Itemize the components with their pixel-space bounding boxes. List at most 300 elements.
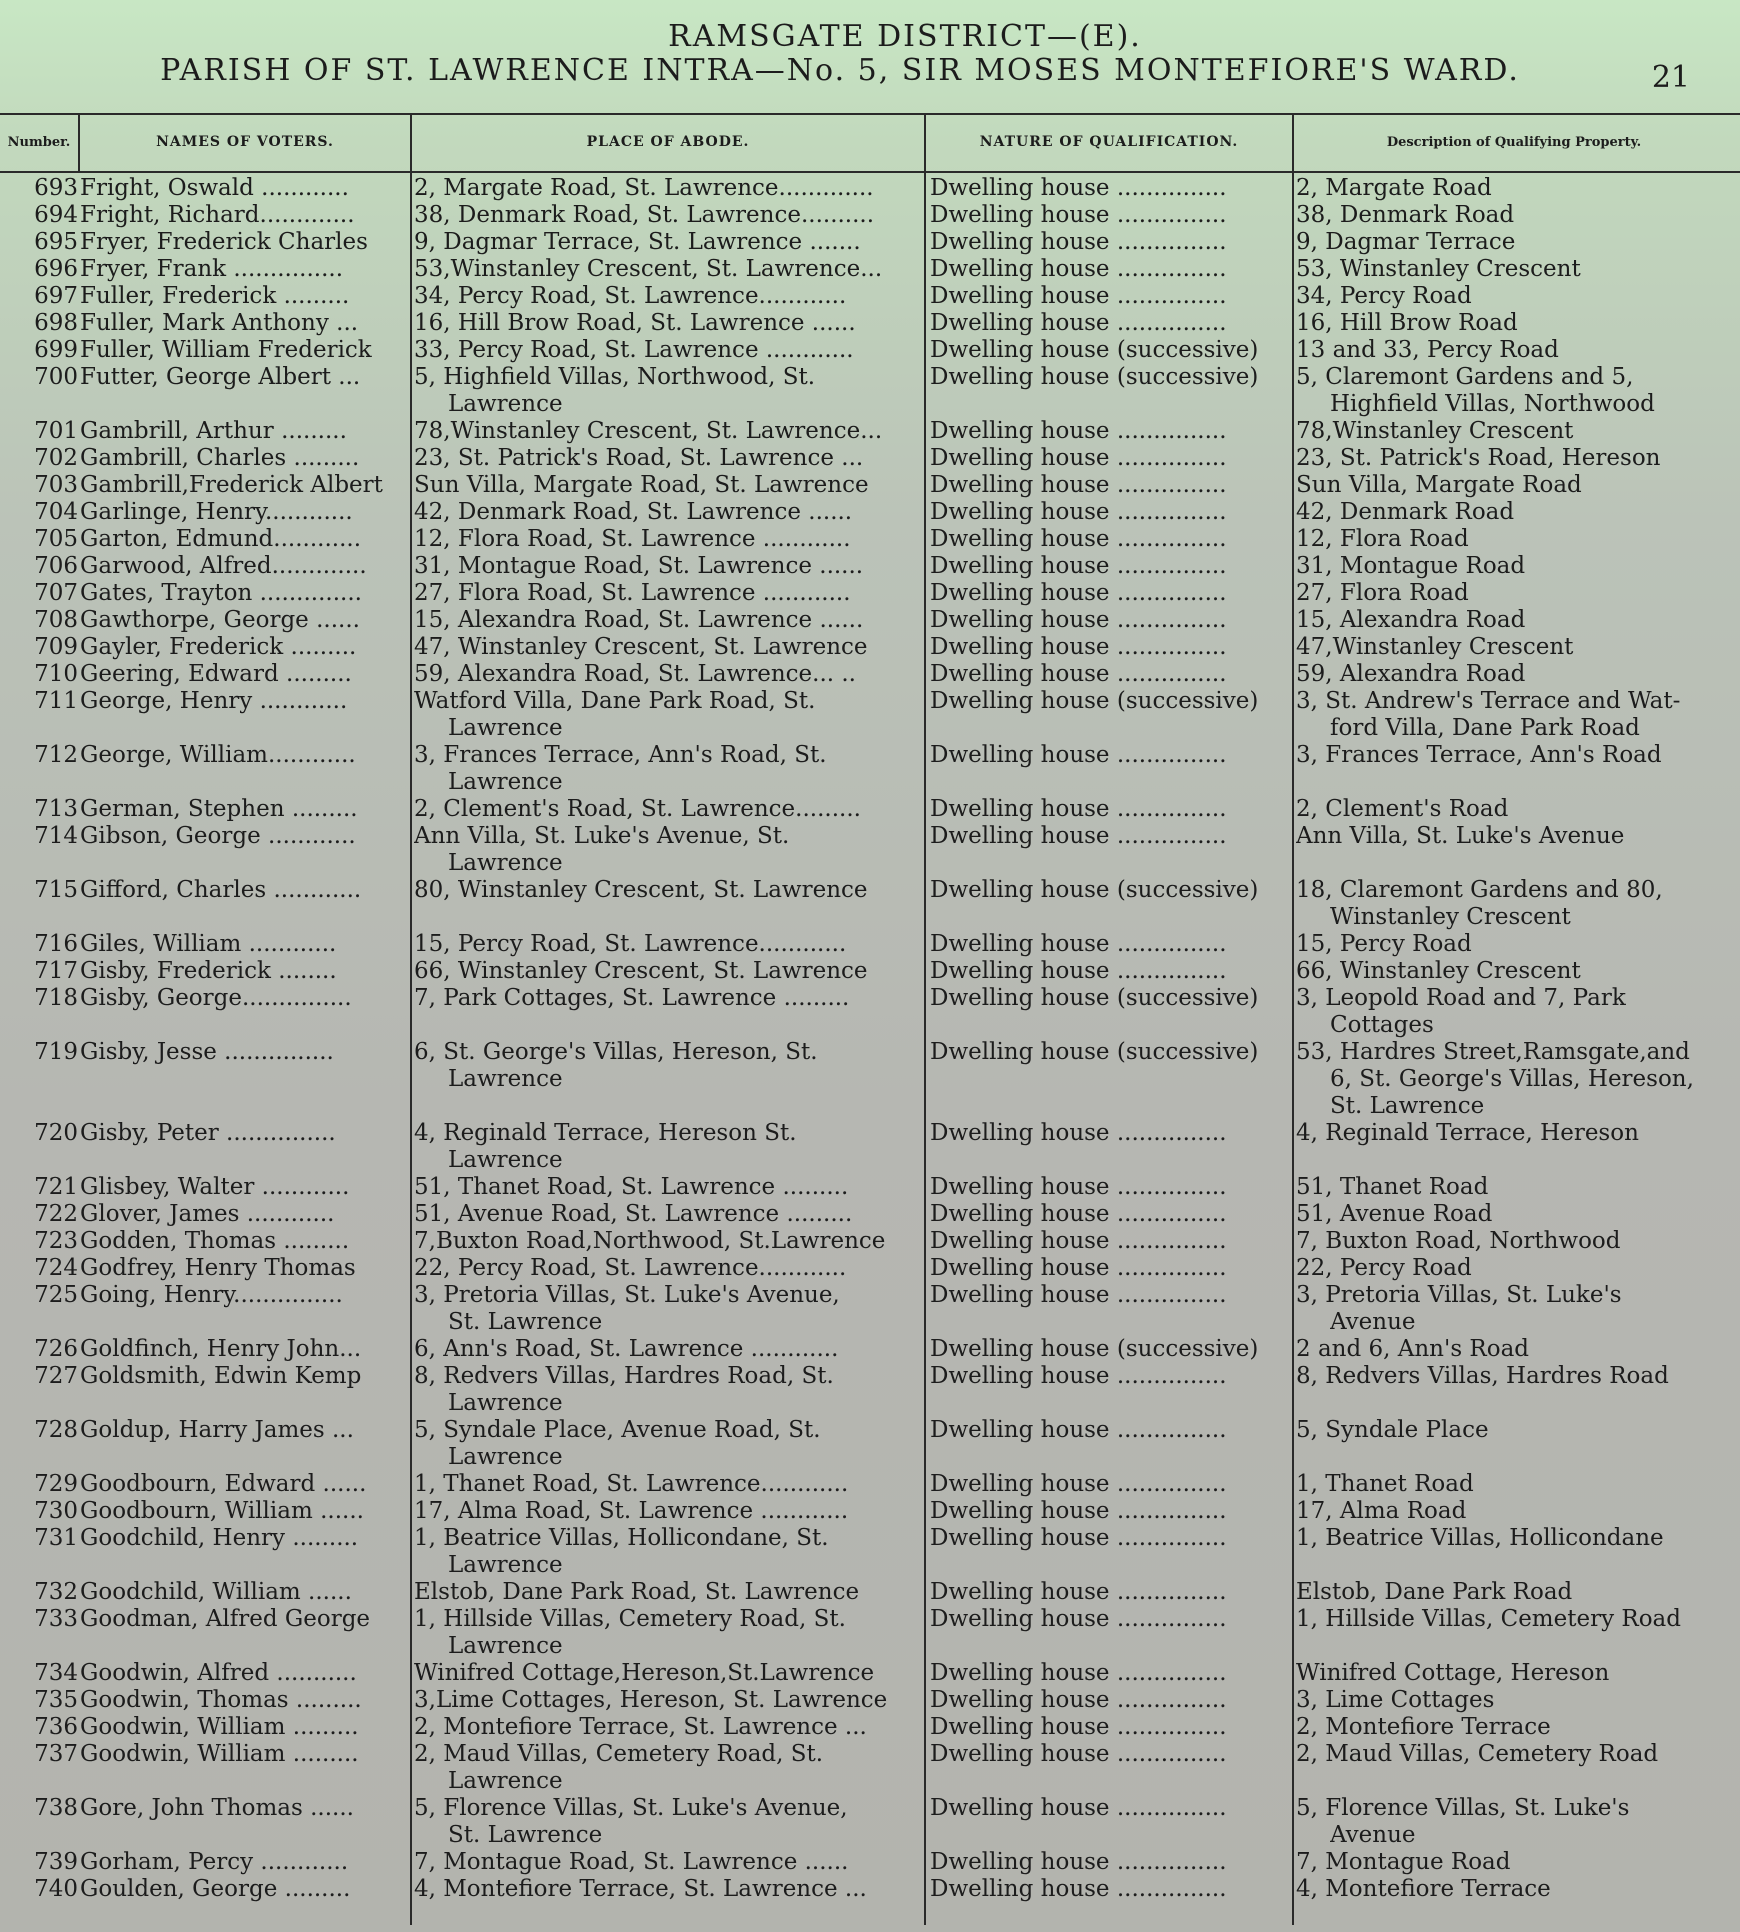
table-row xyxy=(0,445,1740,472)
table-row xyxy=(0,283,1740,310)
voter-number: 702 xyxy=(34,445,78,471)
place-of-abode-continued: Lawrence xyxy=(448,1444,563,1470)
table-row xyxy=(0,1363,1740,1417)
voter-name: Glisbey, Walter ............ xyxy=(80,1174,350,1200)
nature-of-qualification: Dwelling house ............... xyxy=(930,1876,1227,1902)
table-row xyxy=(0,1579,1740,1606)
place-of-abode-continued: Lawrence xyxy=(448,1768,563,1794)
table-row xyxy=(0,1687,1740,1714)
place-of-abode: 27, Flora Road, St. Lawrence ............ xyxy=(414,580,851,606)
col-header-number: Number. xyxy=(7,134,71,150)
table-row xyxy=(0,688,1740,742)
voter-number: 717 xyxy=(34,958,78,984)
nature-of-qualification: Dwelling house ............... xyxy=(930,823,1227,849)
place-of-abode: 5, Florence Villas, St. Luke's Avenue, xyxy=(414,1795,848,1821)
nature-of-qualification: Dwelling house ............... xyxy=(930,796,1227,822)
voter-name: Goulden, George ......... xyxy=(80,1876,351,1902)
voter-number: 737 xyxy=(34,1741,78,1767)
qualifying-property: 51, Thanet Road xyxy=(1296,1174,1489,1200)
nature-of-qualification: Dwelling house ............... xyxy=(930,1660,1227,1686)
qualifying-property: Sun Villa, Margate Road xyxy=(1296,472,1582,498)
place-of-abode: 9, Dagmar Terrace, St. Lawrence ....... xyxy=(414,229,861,255)
voter-name: Garton, Edmund............ xyxy=(80,526,362,552)
qualifying-property: 4, Montefiore Terrace xyxy=(1296,1876,1551,1902)
nature-of-qualification: Dwelling house ............... xyxy=(930,958,1227,984)
voter-name: Gorham, Percy ............ xyxy=(80,1849,349,1875)
voter-name: Goldfinch, Henry John... xyxy=(80,1336,362,1362)
table-row xyxy=(0,337,1740,364)
table-row xyxy=(0,418,1740,445)
nature-of-qualification: Dwelling house ............... xyxy=(930,526,1227,552)
table-row xyxy=(0,1795,1740,1849)
place-of-abode: 4, Reginald Terrace, Hereson St. xyxy=(414,1120,797,1146)
qualifying-property: 3, Pretoria Villas, St. Luke's xyxy=(1296,1282,1622,1308)
table-row xyxy=(0,661,1740,688)
qualifying-property: 18, Claremont Gardens and 80, xyxy=(1296,877,1663,903)
place-of-abode-continued: Lawrence xyxy=(448,769,563,795)
voter-name: Gawthorpe, George ...... xyxy=(80,607,360,633)
qualifying-property: 1, Thanet Road xyxy=(1296,1471,1474,1497)
qualifying-property: 5, Florence Villas, St. Luke's xyxy=(1296,1795,1630,1821)
nature-of-qualification: Dwelling house ............... xyxy=(930,661,1227,687)
qualifying-property: 12, Flora Road xyxy=(1296,526,1469,552)
voter-name: Goodwin, William ......... xyxy=(80,1741,359,1767)
voter-number: 698 xyxy=(34,310,78,336)
place-of-abode: 1, Hillside Villas, Cemetery Road, St. xyxy=(414,1606,846,1632)
qualifying-property-continued: St. Lawrence xyxy=(1330,1093,1485,1119)
voter-name: Futter, George Albert ... xyxy=(80,364,361,390)
place-of-abode-continued: Lawrence xyxy=(448,1552,563,1578)
voter-name: Gisby, George............... xyxy=(80,985,352,1011)
voter-number: 710 xyxy=(34,661,78,687)
table-row xyxy=(0,580,1740,607)
nature-of-qualification: Dwelling house ............... xyxy=(930,931,1227,957)
parish-title: PARISH OF ST. LAWRENCE INTRA—No. 5, SIR MOSES MONTEFIORE'S WARD. xyxy=(160,53,1520,88)
voter-number: 697 xyxy=(34,283,78,309)
qualifying-property-continued: Cottages xyxy=(1330,1012,1434,1038)
voter-number: 708 xyxy=(34,607,78,633)
place-of-abode: Ann Villa, St. Luke's Avenue, St. xyxy=(414,823,790,849)
nature-of-qualification: Dwelling house (successive) xyxy=(930,688,1259,714)
nature-of-qualification: Dwelling house ............... xyxy=(930,499,1227,525)
nature-of-qualification: Dwelling house ............... xyxy=(930,1120,1227,1146)
qualifying-property-continued: Avenue xyxy=(1330,1822,1416,1848)
voter-number: 715 xyxy=(34,877,78,903)
voter-name: Fuller, William Frederick xyxy=(80,337,372,363)
table-row xyxy=(0,1039,1740,1120)
place-of-abode: 53,Winstanley Crescent, St. Lawrence... xyxy=(414,256,883,282)
place-of-abode: Watford Villa, Dane Park Road, St. xyxy=(414,688,816,714)
voters-table xyxy=(0,113,1740,1925)
voter-name: Goodchild, William ...... xyxy=(80,1579,352,1605)
qualifying-property: 23, St. Patrick's Road, Hereson xyxy=(1296,445,1661,471)
table-row xyxy=(0,310,1740,337)
nature-of-qualification: Dwelling house ............... xyxy=(930,1687,1227,1713)
qualifying-property: 53, Winstanley Crescent xyxy=(1296,256,1581,282)
table-row xyxy=(0,1741,1740,1795)
table-row xyxy=(0,1255,1740,1282)
voter-name: Going, Henry............... xyxy=(80,1282,343,1308)
voter-name: Garlinge, Henry............ xyxy=(80,499,353,525)
table-row xyxy=(0,1714,1740,1741)
nature-of-qualification: Dwelling house ............... xyxy=(930,1498,1227,1524)
voter-name: Gifford, Charles ............ xyxy=(80,877,362,903)
place-of-abode: 78,Winstanley Crescent, St. Lawrence... xyxy=(414,418,883,444)
table-row xyxy=(0,877,1740,931)
nature-of-qualification: Dwelling house ............... xyxy=(930,283,1227,309)
voter-name: Gates, Trayton .............. xyxy=(80,580,362,606)
qualifying-property: 34, Percy Road xyxy=(1296,283,1472,309)
qualifying-property: 13 and 33, Percy Road xyxy=(1296,337,1559,363)
nature-of-qualification: Dwelling house ............... xyxy=(930,418,1227,444)
place-of-abode-continued: Lawrence xyxy=(448,850,563,876)
qualifying-property: 7, Montague Road xyxy=(1296,1849,1511,1875)
place-of-abode: 7, Park Cottages, St. Lawrence ......... xyxy=(414,985,850,1011)
table-row xyxy=(0,1660,1740,1687)
voter-name: Goodwin, William ......... xyxy=(80,1714,359,1740)
place-of-abode: 31, Montague Road, St. Lawrence ...... xyxy=(414,553,864,579)
table-row xyxy=(0,1498,1740,1525)
qualifying-property: 3, St. Andrew's Terrace and Wat- xyxy=(1296,688,1681,714)
voter-number: 734 xyxy=(34,1660,78,1686)
voter-name: Gibson, George ............ xyxy=(80,823,356,849)
voter-number: 700 xyxy=(34,364,78,390)
voter-number: 704 xyxy=(34,499,78,525)
place-of-abode: 5, Syndale Place, Avenue Road, St. xyxy=(414,1417,821,1443)
qualifying-property: 2 and 6, Ann's Road xyxy=(1296,1336,1530,1362)
voter-name: Goodman, Alfred George xyxy=(80,1606,371,1632)
table-row xyxy=(0,229,1740,256)
voter-name: Gambrill,Frederick Albert xyxy=(80,472,383,498)
qualifying-property-continued: Highfield Villas, Northwood xyxy=(1330,391,1655,417)
table-row xyxy=(0,175,1740,202)
voter-number: 707 xyxy=(34,580,78,606)
voter-name: Goodchild, Henry ......... xyxy=(80,1525,359,1551)
qualifying-property: 3, Leopold Road and 7, Park xyxy=(1296,985,1626,1011)
voter-name: Fuller, Frederick ......... xyxy=(80,283,350,309)
table-row xyxy=(0,256,1740,283)
table-row xyxy=(0,472,1740,499)
place-of-abode: Elstob, Dane Park Road, St. Lawrence xyxy=(414,1579,860,1605)
table-row xyxy=(0,823,1740,877)
table-row xyxy=(0,202,1740,229)
qualifying-property-continued: Avenue xyxy=(1330,1309,1416,1335)
nature-of-qualification: Dwelling house ............... xyxy=(930,1579,1227,1605)
voter-name: Goodwin, Alfred ........... xyxy=(80,1660,357,1686)
table-row xyxy=(0,1471,1740,1498)
voter-number: 731 xyxy=(34,1525,78,1551)
nature-of-qualification: Dwelling house ............... xyxy=(930,229,1227,255)
place-of-abode: 7, Montague Road, St. Lawrence ...... xyxy=(414,1849,849,1875)
col-header-place: PLACE OF ABODE. xyxy=(586,134,750,150)
qualifying-property: 8, Redvers Villas, Hardres Road xyxy=(1296,1363,1669,1389)
qualifying-property: 22, Percy Road xyxy=(1296,1255,1472,1281)
qualifying-property: 15, Percy Road xyxy=(1296,931,1472,957)
table-row xyxy=(0,958,1740,985)
place-of-abode: 17, Alma Road, St. Lawrence ............ xyxy=(414,1498,849,1524)
nature-of-qualification: Dwelling house ............... xyxy=(930,553,1227,579)
voter-number: 713 xyxy=(34,796,78,822)
voter-number: 735 xyxy=(34,1687,78,1713)
voter-number: 695 xyxy=(34,229,78,255)
qualifying-property: 2, Montefiore Terrace xyxy=(1296,1714,1551,1740)
place-of-abode: 2, Montefiore Terrace, St. Lawrence ... xyxy=(414,1714,867,1740)
nature-of-qualification: Dwelling house (successive) xyxy=(930,1039,1259,1065)
voter-number: 719 xyxy=(34,1039,78,1065)
voter-number: 736 xyxy=(34,1714,78,1740)
voter-name: Giles, William ............ xyxy=(80,931,337,957)
nature-of-qualification: Dwelling house ............... xyxy=(930,202,1227,228)
voter-number: 709 xyxy=(34,634,78,660)
voter-number: 693 xyxy=(34,175,78,201)
nature-of-qualification: Dwelling house (successive) xyxy=(930,1336,1259,1362)
nature-of-qualification: Dwelling house ............... xyxy=(930,742,1227,768)
place-of-abode: 51, Avenue Road, St. Lawrence ......... xyxy=(414,1201,853,1227)
place-of-abode-continued: St. Lawrence xyxy=(448,1822,603,1848)
table-row xyxy=(0,931,1740,958)
qualifying-property: Elstob, Dane Park Road xyxy=(1296,1579,1573,1605)
voter-name: Goodbourn, William ...... xyxy=(80,1498,364,1524)
qualifying-property: 47,Winstanley Crescent xyxy=(1296,634,1574,660)
voter-number: 705 xyxy=(34,526,78,552)
place-of-abode: 22, Percy Road, St. Lawrence............ xyxy=(414,1255,847,1281)
place-of-abode-continued: Lawrence xyxy=(448,1066,563,1092)
page-number: 21 xyxy=(1651,60,1690,95)
place-of-abode: 2, Maud Villas, Cemetery Road, St. xyxy=(414,1741,824,1767)
nature-of-qualification: Dwelling house ............... xyxy=(930,1282,1227,1308)
place-of-abode: Winifred Cottage,Hereson,St.Lawrence xyxy=(414,1660,875,1686)
qualifying-property: 42, Denmark Road xyxy=(1296,499,1515,525)
table-row xyxy=(0,1417,1740,1471)
table-row xyxy=(0,634,1740,661)
voter-name: Gore, John Thomas ...... xyxy=(80,1795,354,1821)
table-row xyxy=(0,607,1740,634)
place-of-abode: 34, Percy Road, St. Lawrence............ xyxy=(414,283,847,309)
voter-number: 711 xyxy=(34,688,78,714)
nature-of-qualification: Dwelling house ............... xyxy=(930,1741,1227,1767)
voter-number: 701 xyxy=(34,418,78,444)
qualifying-property: 2, Maud Villas, Cemetery Road xyxy=(1296,1741,1659,1767)
table-row xyxy=(0,1525,1740,1579)
nature-of-qualification: Dwelling house (successive) xyxy=(930,364,1259,390)
col-header-description: Description of Qualifying Property. xyxy=(1386,134,1642,150)
qualifying-property: 9, Dagmar Terrace xyxy=(1296,229,1516,255)
place-of-abode: 16, Hill Brow Road, St. Lawrence ...... xyxy=(414,310,856,336)
qualifying-property: 27, Flora Road xyxy=(1296,580,1469,606)
nature-of-qualification: Dwelling house ............... xyxy=(930,445,1227,471)
table-row xyxy=(0,1282,1740,1336)
place-of-abode: 3, Frances Terrace, Ann's Road, St. xyxy=(414,742,827,768)
voter-number: 726 xyxy=(34,1336,78,1362)
nature-of-qualification: Dwelling house ............... xyxy=(930,607,1227,633)
voter-number: 739 xyxy=(34,1849,78,1875)
nature-of-qualification: Dwelling house ............... xyxy=(930,1795,1227,1821)
qualifying-property: 16, Hill Brow Road xyxy=(1296,310,1518,336)
voter-number: 729 xyxy=(34,1471,78,1497)
place-of-abode: 3,Lime Cottages, Hereson, St. Lawrence xyxy=(414,1687,888,1713)
table-row xyxy=(0,553,1740,580)
nature-of-qualification: Dwelling house ............... xyxy=(930,310,1227,336)
nature-of-qualification: Dwelling house ............... xyxy=(930,1417,1227,1443)
voter-name: Fright, Oswald ............ xyxy=(80,175,349,201)
voter-number: 732 xyxy=(34,1579,78,1605)
qualifying-property: 78,Winstanley Crescent xyxy=(1296,418,1574,444)
nature-of-qualification: Dwelling house ............... xyxy=(930,256,1227,282)
voter-name: Fuller, Mark Anthony ... xyxy=(80,310,359,336)
voter-name: Gisby, Peter ............... xyxy=(80,1120,336,1146)
voter-name: Fryer, Frederick Charles xyxy=(80,229,368,255)
place-of-abode-continued: Lawrence xyxy=(448,1633,563,1659)
qualifying-property: 1, Hillside Villas, Cemetery Road xyxy=(1296,1606,1681,1632)
place-of-abode: 2, Margate Road, St. Lawrence............. xyxy=(414,175,874,201)
place-of-abode: 66, Winstanley Crescent, St. Lawrence xyxy=(414,958,868,984)
place-of-abode: 1, Beatrice Villas, Hollicondane, St. xyxy=(414,1525,829,1551)
qualifying-property: 2, Margate Road xyxy=(1296,175,1492,201)
place-of-abode: 6, St. George's Villas, Hereson, St. xyxy=(414,1039,818,1065)
qualifying-property: 15, Alexandra Road xyxy=(1296,607,1526,633)
voter-name: Goodbourn, Edward ...... xyxy=(80,1471,367,1497)
table-row xyxy=(0,1174,1740,1201)
voter-name: George, Henry ............ xyxy=(80,688,348,714)
qualifying-property: 51, Avenue Road xyxy=(1296,1201,1493,1227)
voter-name: Fright, Richard............. xyxy=(80,202,355,228)
place-of-abode-continued: Lawrence xyxy=(448,1147,563,1173)
voter-name: Goldsmith, Edwin Kemp xyxy=(80,1363,362,1389)
voter-name: German, Stephen ......... xyxy=(80,796,358,822)
col-header-nature: NATURE OF QUALIFICATION. xyxy=(979,134,1239,150)
voter-number: 696 xyxy=(34,256,78,282)
voter-number: 728 xyxy=(34,1417,78,1443)
place-of-abode: 4, Montefiore Terrace, St. Lawrence ... xyxy=(414,1876,867,1902)
place-of-abode-continued: St. Lawrence xyxy=(448,1309,603,1335)
place-of-abode: 38, Denmark Road, St. Lawrence.......... xyxy=(414,202,875,228)
qualifying-property: 66, Winstanley Crescent xyxy=(1296,958,1581,984)
table-row xyxy=(0,1201,1740,1228)
table-row xyxy=(0,742,1740,796)
voter-number: 699 xyxy=(34,337,78,363)
col-header-names: NAMES OF VOTERS. xyxy=(156,134,334,150)
nature-of-qualification: Dwelling house ............... xyxy=(930,1255,1227,1281)
voter-number: 716 xyxy=(34,931,78,957)
header-rule xyxy=(0,171,1740,173)
table-row xyxy=(0,1606,1740,1660)
page-header xyxy=(0,19,1740,95)
qualifying-property: 31, Montague Road xyxy=(1296,553,1526,579)
place-of-abode: 1, Thanet Road, St. Lawrence............ xyxy=(414,1471,849,1497)
voter-number: 730 xyxy=(34,1498,78,1524)
nature-of-qualification: Dwelling house (successive) xyxy=(930,337,1259,363)
place-of-abode: 7,Buxton Road,Northwood, St.Lawrence xyxy=(414,1228,886,1254)
place-of-abode: Sun Villa, Margate Road, St. Lawrence xyxy=(414,472,869,498)
voter-number: 694 xyxy=(34,202,78,228)
table-row xyxy=(0,1120,1740,1174)
place-of-abode: 15, Alexandra Road, St. Lawrence ...... xyxy=(414,607,864,633)
nature-of-qualification: Dwelling house ............... xyxy=(930,472,1227,498)
qualifying-property-continued: ford Villa, Dane Park Road xyxy=(1330,715,1640,741)
voter-number: 720 xyxy=(34,1120,78,1146)
qualifying-property: 1, Beatrice Villas, Hollicondane xyxy=(1296,1525,1664,1551)
voter-name: Goldup, Harry James ... xyxy=(80,1417,354,1443)
table-row xyxy=(0,1336,1740,1363)
nature-of-qualification: Dwelling house ............... xyxy=(930,1606,1227,1632)
nature-of-qualification: Dwelling house ............... xyxy=(930,1201,1227,1227)
voter-name: Gambrill, Arthur ......... xyxy=(80,418,347,444)
table-row xyxy=(0,364,1740,418)
table-row xyxy=(0,985,1740,1039)
voter-name: Geering, Edward ......... xyxy=(80,661,352,687)
place-of-abode: 42, Denmark Road, St. Lawrence ...... xyxy=(414,499,853,525)
nature-of-qualification: Dwelling house ............... xyxy=(930,175,1227,201)
place-of-abode: 59, Alexandra Road, St. Lawrence... .. xyxy=(414,661,856,687)
nature-of-qualification: Dwelling house ............... xyxy=(930,1228,1227,1254)
qualifying-property: 7, Buxton Road, Northwood xyxy=(1296,1228,1621,1254)
voter-number: 703 xyxy=(34,472,78,498)
nature-of-qualification: Dwelling house ............... xyxy=(930,1714,1227,1740)
table-row xyxy=(0,499,1740,526)
place-of-abode: 33, Percy Road, St. Lawrence ............ xyxy=(414,337,854,363)
voter-number: 712 xyxy=(34,742,78,768)
nature-of-qualification: Dwelling house (successive) xyxy=(930,877,1259,903)
place-of-abode: 3, Pretoria Villas, St. Luke's Avenue, xyxy=(414,1282,840,1308)
place-of-abode: 8, Redvers Villas, Hardres Road, St. xyxy=(414,1363,834,1389)
voter-name: Fryer, Frank ............... xyxy=(80,256,344,282)
nature-of-qualification: Dwelling house ............... xyxy=(930,1363,1227,1389)
nature-of-qualification: Dwelling house ............... xyxy=(930,1174,1227,1200)
voter-name: Godfrey, Henry Thomas xyxy=(80,1255,356,1281)
qualifying-property-continued: 6, St. George's Villas, Hereson, xyxy=(1330,1066,1694,1092)
qualifying-property: 5, Syndale Place xyxy=(1296,1417,1489,1443)
place-of-abode: 80, Winstanley Crescent, St. Lawrence xyxy=(414,877,868,903)
nature-of-qualification: Dwelling house ............... xyxy=(930,634,1227,660)
voter-number: 723 xyxy=(34,1228,78,1254)
nature-of-qualification: Dwelling house ............... xyxy=(930,1471,1227,1497)
table-row xyxy=(0,796,1740,823)
voter-number: 714 xyxy=(34,823,78,849)
voter-name: Garwood, Alfred............. xyxy=(80,553,367,579)
qualifying-property: 5, Claremont Gardens and 5, xyxy=(1296,364,1634,390)
qualifying-property-continued: Winstanley Crescent xyxy=(1330,904,1571,930)
place-of-abode: 12, Flora Road, St. Lawrence ............ xyxy=(414,526,851,552)
qualifying-property: 2, Clement's Road xyxy=(1296,796,1509,822)
place-of-abode: 5, Highfield Villas, Northwood, St. xyxy=(414,364,816,390)
qualifying-property: Ann Villa, St. Luke's Avenue xyxy=(1296,823,1625,849)
voter-name: Gisby, Jesse ............... xyxy=(80,1039,334,1065)
place-of-abode-continued: Lawrence xyxy=(448,391,563,417)
qualifying-property: 3, Frances Terrace, Ann's Road xyxy=(1296,742,1662,768)
place-of-abode: 6, Ann's Road, St. Lawrence ............ xyxy=(414,1336,839,1362)
place-of-abode-continued: Lawrence xyxy=(448,715,563,741)
nature-of-qualification: Dwelling house ............... xyxy=(930,1525,1227,1551)
place-of-abode: 15, Percy Road, St. Lawrence............ xyxy=(414,931,847,957)
nature-of-qualification: Dwelling house ............... xyxy=(930,1849,1227,1875)
table-row xyxy=(0,1228,1740,1255)
table-row xyxy=(0,1849,1740,1876)
voter-name: Goodwin, Thomas ......... xyxy=(80,1687,362,1713)
voter-number: 718 xyxy=(34,985,78,1011)
voter-number: 722 xyxy=(34,1201,78,1227)
table-row xyxy=(0,526,1740,553)
qualifying-property: 59, Alexandra Road xyxy=(1296,661,1526,687)
qualifying-property: 38, Denmark Road xyxy=(1296,202,1515,228)
voter-name: George, William............ xyxy=(80,742,356,768)
place-of-abode-continued: Lawrence xyxy=(448,1390,563,1416)
voter-name: Gisby, Frederick ........ xyxy=(80,958,337,984)
nature-of-qualification: Dwelling house (successive) xyxy=(930,985,1259,1011)
place-of-abode: 47, Winstanley Crescent, St. Lawrence xyxy=(414,634,868,660)
voter-name: Gambrill, Charles ......... xyxy=(80,445,360,471)
voter-number: 727 xyxy=(34,1363,78,1389)
qualifying-property: 17, Alma Road xyxy=(1296,1498,1467,1524)
